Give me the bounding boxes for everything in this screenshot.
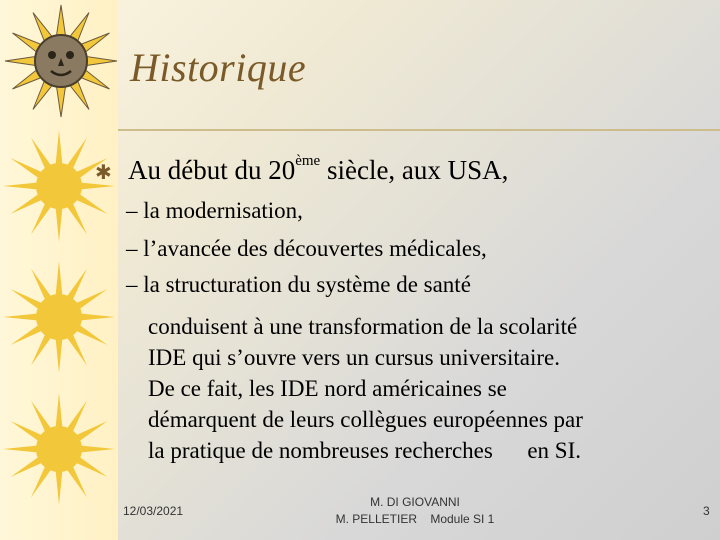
main-bullet-text [128,155,508,186]
main-bullet-prefix: Au début du 20 [128,155,296,185]
main-bullet-suffix: siècle, aux USA, [320,155,509,185]
sub-item: – la modernisation, [126,198,303,223]
sub-item: – la structuration du système de santé [126,272,471,297]
footer-date: 12/03/2021 [123,504,184,518]
paragraph-line: IDE qui s’ouvre vers un cursus universitaire. [148,345,560,370]
sun-icon [0,258,118,376]
bullet-star-icon: ✱ [95,162,112,184]
slide-title: Historique [130,45,307,90]
footer-author-line: M. DI GIOVANNI [370,495,460,509]
paragraph-line: la pratique de nombreuses recherches en SI. [148,438,582,463]
superscript: ème [295,153,321,169]
page-number: 3 [703,504,710,518]
paragraph-line: démarquent de leurs collègues européennes par [148,407,583,432]
sun-icon [0,390,118,508]
sun-face-icon [2,2,120,120]
footer-authors [320,494,510,528]
sub-item: – l’avancée des découvertes médicales, [126,236,487,261]
paragraph-line: De ce fait, les IDE nord américaines se [148,376,507,401]
body-paragraph [148,311,583,466]
title-divider [118,129,720,131]
footer-author-line: M. PELLETIER Module SI 1 [335,512,495,526]
sun-icon [0,127,118,245]
paragraph-line: conduisent à une transformation de la scolarité [148,314,578,339]
